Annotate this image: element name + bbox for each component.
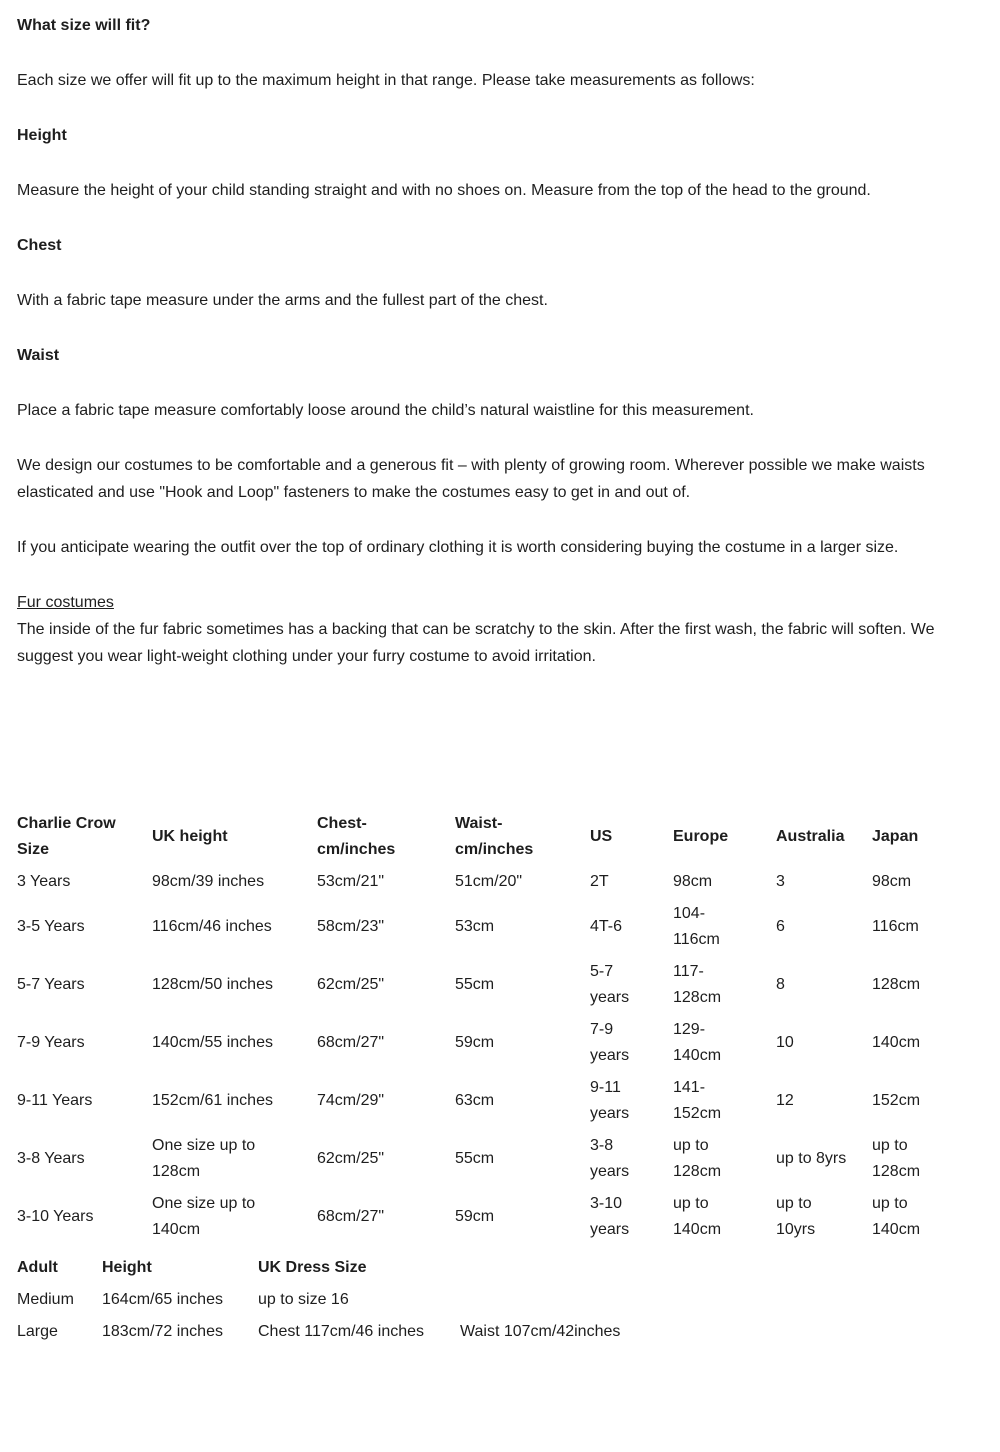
table-cell: up to 140cm: [673, 1195, 722, 1238]
size-table-header-chest: Chest-cm/inches: [317, 815, 396, 858]
size-table-header-row: [17, 808, 972, 866]
table-cell: 3-8 Years: [17, 1150, 85, 1167]
fur-costumes-heading: Fur costumes: [17, 594, 114, 611]
table-cell: 3-5 Years: [17, 918, 85, 935]
size-table-row-9-11-years: [17, 1072, 972, 1130]
chest-heading: Chest: [17, 237, 62, 254]
table-cell: 98cm: [673, 873, 713, 890]
size-table-row-5-7-years: [17, 956, 972, 1014]
size-table-row-7-9-years: [17, 1014, 972, 1072]
size-table-header-europe: Europe: [673, 828, 729, 845]
table-cell: 9-11 years: [590, 1079, 630, 1122]
size-table-row-3-years: [17, 866, 972, 898]
table-cell: 183cm/72 inches: [102, 1323, 223, 1340]
intro-paragraph: Each size we offer will fit up to the maximum height in that range. Please take measurements as follows:: [17, 72, 755, 89]
table-cell: up to 8yrs: [776, 1150, 847, 1167]
table-cell: 68cm/27": [317, 1034, 385, 1051]
table-cell: 53cm: [455, 918, 495, 935]
adult-size-table: [17, 1252, 707, 1348]
size-table-header-uk-height: UK height: [152, 828, 228, 845]
table-cell: 74cm/29": [317, 1092, 385, 1109]
table-cell: 141-152cm: [673, 1079, 722, 1122]
design-paragraph: We design our costumes to be comfortable and a generous fit – with plenty of growing room. Wherever possible we make waists elasticated and use "Hook and Loop" fasteners to make the costumes easy to get in and out of.: [17, 457, 925, 501]
table-cell: 3-10 years: [590, 1195, 630, 1238]
table-cell: 55cm: [455, 976, 495, 993]
table-cell: 12: [776, 1092, 794, 1109]
table-cell: 98cm/39 inches: [152, 873, 265, 890]
table-cell: 152cm: [872, 1092, 921, 1109]
height-paragraph: Measure the height of your child standing straight and with no shoes on. Measure from the top of the head to the ground.: [17, 182, 871, 199]
table-cell: 140cm: [872, 1034, 921, 1051]
size-table-row-3-8-years: [17, 1130, 972, 1188]
table-cell: 152cm/61 inches: [152, 1092, 273, 1109]
waist-heading: Waist: [17, 347, 60, 364]
size-table-header-charlie-crow-size: Charlie Crow Size: [17, 815, 116, 858]
table-cell: 58cm/23": [317, 918, 385, 935]
table-cell: 10: [776, 1034, 794, 1051]
table-cell: up to 128cm: [673, 1137, 722, 1180]
table-cell: 59cm: [455, 1208, 495, 1225]
table-cell: Chest 117cm/46 inches: [258, 1323, 425, 1340]
table-cell: 53cm/21": [317, 873, 385, 890]
page-title: What size will fit?: [17, 17, 151, 34]
size-table-header-japan: Japan: [872, 828, 919, 845]
table-cell: 8: [776, 976, 785, 993]
adult-table-header-empty: [460, 1252, 707, 1284]
adult-table-header-height: Height: [102, 1259, 152, 1276]
table-cell: Waist 107cm/42inches: [460, 1323, 621, 1340]
size-table-header-australia: Australia: [776, 828, 845, 845]
table-cell: 7-9 Years: [17, 1034, 85, 1051]
table-cell: 129-140cm: [673, 1021, 722, 1064]
chest-paragraph: With a fabric tape measure under the arms and the fullest part of the chest.: [17, 292, 548, 309]
table-cell: 5-7 Years: [17, 976, 85, 993]
fur-paragraph: The inside of the fur fabric sometimes has a backing that can be scratchy to the skin. After the first wash, the fabric will soften. We suggest you wear light-weight clothing under your furry costume to avoid irritation.: [17, 621, 935, 665]
table-cell: 59cm: [455, 1034, 495, 1051]
size-table-header-waist: Waist-cm/inches: [455, 815, 534, 858]
table-cell: 2T: [590, 873, 609, 890]
table-cell: 62cm/25": [317, 976, 385, 993]
table-cell: 140cm/55 inches: [152, 1034, 273, 1051]
table-cell: 3-10 Years: [17, 1208, 94, 1225]
table-cell: 63cm: [455, 1092, 495, 1109]
adult-table-header-uk-dress-size: UK Dress Size: [258, 1259, 367, 1276]
section-spacer: [17, 670, 980, 808]
table-cell: 98cm: [872, 873, 912, 890]
table-cell: 128cm/50 inches: [152, 976, 273, 993]
table-cell: up to size 16: [258, 1291, 349, 1308]
table-cell: 128cm: [872, 976, 921, 993]
table-cell: 104-116cm: [673, 905, 720, 948]
table-cell: 3 Years: [17, 873, 71, 890]
table-cell: 62cm/25": [317, 1150, 385, 1167]
table-cell: 3-8 years: [590, 1137, 630, 1180]
table-cell: up to 140cm: [872, 1195, 921, 1238]
adult-table-header-row: [17, 1252, 707, 1284]
table-cell: Large: [17, 1323, 58, 1340]
table-cell: 164cm/65 inches: [102, 1291, 223, 1308]
table-cell: 117-128cm: [673, 963, 722, 1006]
table-cell: Medium: [17, 1291, 74, 1308]
table-cell: 55cm: [455, 1150, 495, 1167]
table-cell: One size up to 128cm: [152, 1137, 256, 1180]
larger-size-paragraph: If you anticipate wearing the outfit over the top of ordinary clothing it is worth considering buying the costume in a larger size.: [17, 539, 899, 556]
table-cell: 116cm/46 inches: [152, 918, 272, 935]
size-table-row-3-5-years: [17, 898, 972, 956]
table-cell: 51cm/20": [455, 873, 523, 890]
table-cell: up to 10yrs: [776, 1195, 816, 1238]
size-table-row-3-10-years: [17, 1188, 972, 1246]
size-table-header-us: US: [590, 828, 613, 845]
adult-table-row-large: [17, 1316, 707, 1348]
table-cell: 7-9 years: [590, 1021, 630, 1064]
adult-table-header-adult: Adult: [17, 1259, 58, 1276]
table-cell: up to 128cm: [872, 1137, 921, 1180]
size-table: [17, 808, 972, 1246]
table-cell: 116cm: [872, 918, 919, 935]
table-cell: 6: [776, 918, 785, 935]
table-cell: 5-7 years: [590, 963, 630, 1006]
table-cell: One size up to 140cm: [152, 1195, 256, 1238]
table-cell: 9-11 Years: [17, 1092, 93, 1109]
height-heading: Height: [17, 127, 67, 144]
adult-table-row-medium: [17, 1284, 707, 1316]
table-cell: [460, 1284, 707, 1316]
table-cell: 68cm/27": [317, 1208, 385, 1225]
table-cell: 3: [776, 873, 785, 890]
waist-paragraph: Place a fabric tape measure comfortably loose around the child’s natural waistline for this measurement.: [17, 402, 754, 419]
table-cell: 4T-6: [590, 918, 623, 935]
